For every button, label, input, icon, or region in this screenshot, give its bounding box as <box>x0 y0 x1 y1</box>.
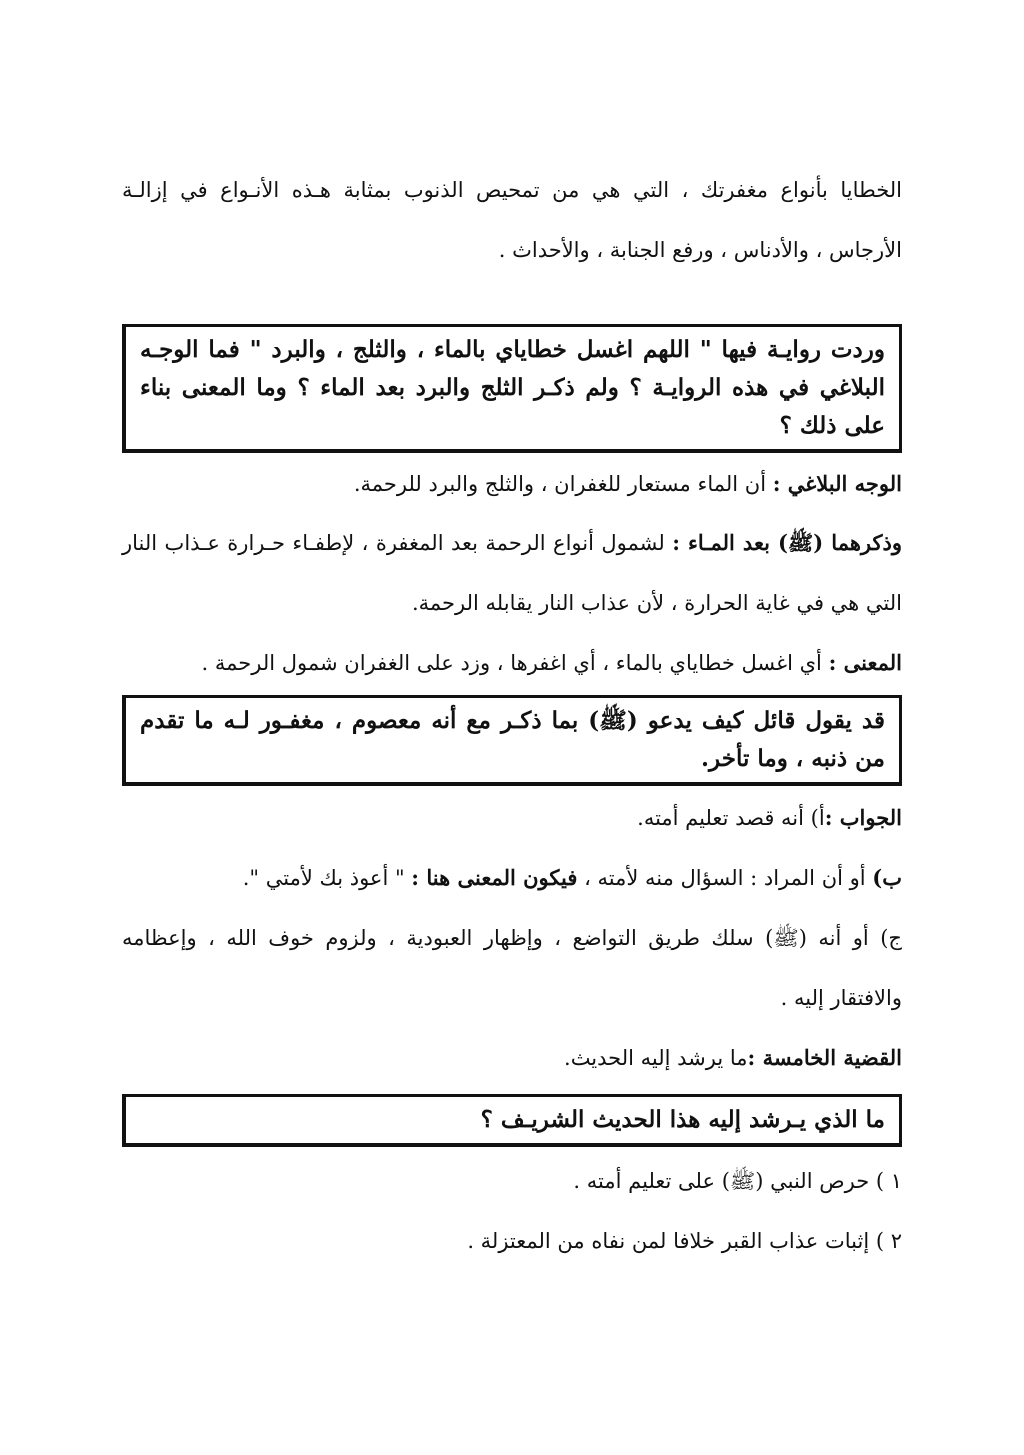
balaghi-answer <box>122 455 902 513</box>
answer-b-text-1: أو أن المراد : السؤال منه لأمته ، <box>577 866 873 890</box>
answer-a-text: أ) أنه قصد تعليم أمته. <box>637 806 825 830</box>
meaning-label: المعنى : <box>828 650 902 675</box>
guidance-item-1: ١ ) حرص النبي (ﷺ) على تعليم أمته . <box>573 1169 902 1193</box>
question-box-riwaya: وردت روايـة فيها " اللهم اغسل خطاياي بالماء ، والثلج ، والبرد " فما الوجـه البلاغي في هذه الروايـة ؟ ولم ذكـر الثلج والبرد بعد الماء ؟ وما المعنى بناء على ذلك ؟ <box>122 324 902 453</box>
intro-paragraph: الخطايا بأنواع مغفرتك ، التي هي من تمحيص الذنوب بمثابة هـذه الأنـواع في إزالـة الأرجاس ، والأدناس ، ورفع الجنابة ، والأحداث . <box>122 178 902 262</box>
question-box-dua: قد يقول قائل كيف يدعو (ﷺ) بما ذكـر مع أنه معصوم ، مغفـور لـه ما تقدم من ذنبه ، وما تأخر. <box>122 695 902 786</box>
answer-c: ج) أو أنه (ﷺ) سلك طريق التواضع ، وإظهار العبودية ، ولزوم خوف الله ، وإعظامه والافتقار إليه . <box>122 926 902 1010</box>
mention-label: وذكرهما (ﷺ) بعد المـاء : <box>672 530 902 555</box>
answer-label: الجواب : <box>824 805 902 830</box>
question-box-guidance: ما الذي يـرشد إليه هذا الحديث الشريـف ؟ <box>122 1094 902 1147</box>
answer-b-label: فيكون المعنى هنا : <box>411 865 578 890</box>
issue-five-label: القضية الخامسة : <box>747 1045 902 1070</box>
issue-five-text: ما يرشد إليه الحديث. <box>564 1046 748 1070</box>
meaning-answer <box>122 633 902 693</box>
answer-b-text-2: " أعوذ بك لأمتي ". <box>242 866 412 890</box>
issue-five <box>122 1028 902 1088</box>
mention-answer <box>122 513 902 633</box>
answer-b <box>122 848 902 908</box>
balaghi-text: أن الماء مستعار للغفران ، والثلج والبرد للرحمة. <box>353 472 773 496</box>
answer-a <box>122 788 902 848</box>
meaning-text: أي اغسل خطاياي بالماء ، أي اغفرها ، وزد على الغفران شمول الرحمة . <box>201 651 829 675</box>
balaghi-label: الوجه البلاغي : <box>772 471 902 496</box>
answer-b-mark: ب) <box>872 865 902 890</box>
guidance-item-2: ٢ ) إثبات عذاب القبر خلافا لمن نفاه من المعتزلة . <box>467 1229 902 1253</box>
mention-text: لشمول أنواع الرحمة بعد المغفرة ، لإطفـاء حـرارة عـذاب النار التي هي في غاية الحرارة ، لأن عذاب النار يقابله الرحمة. <box>122 531 902 615</box>
